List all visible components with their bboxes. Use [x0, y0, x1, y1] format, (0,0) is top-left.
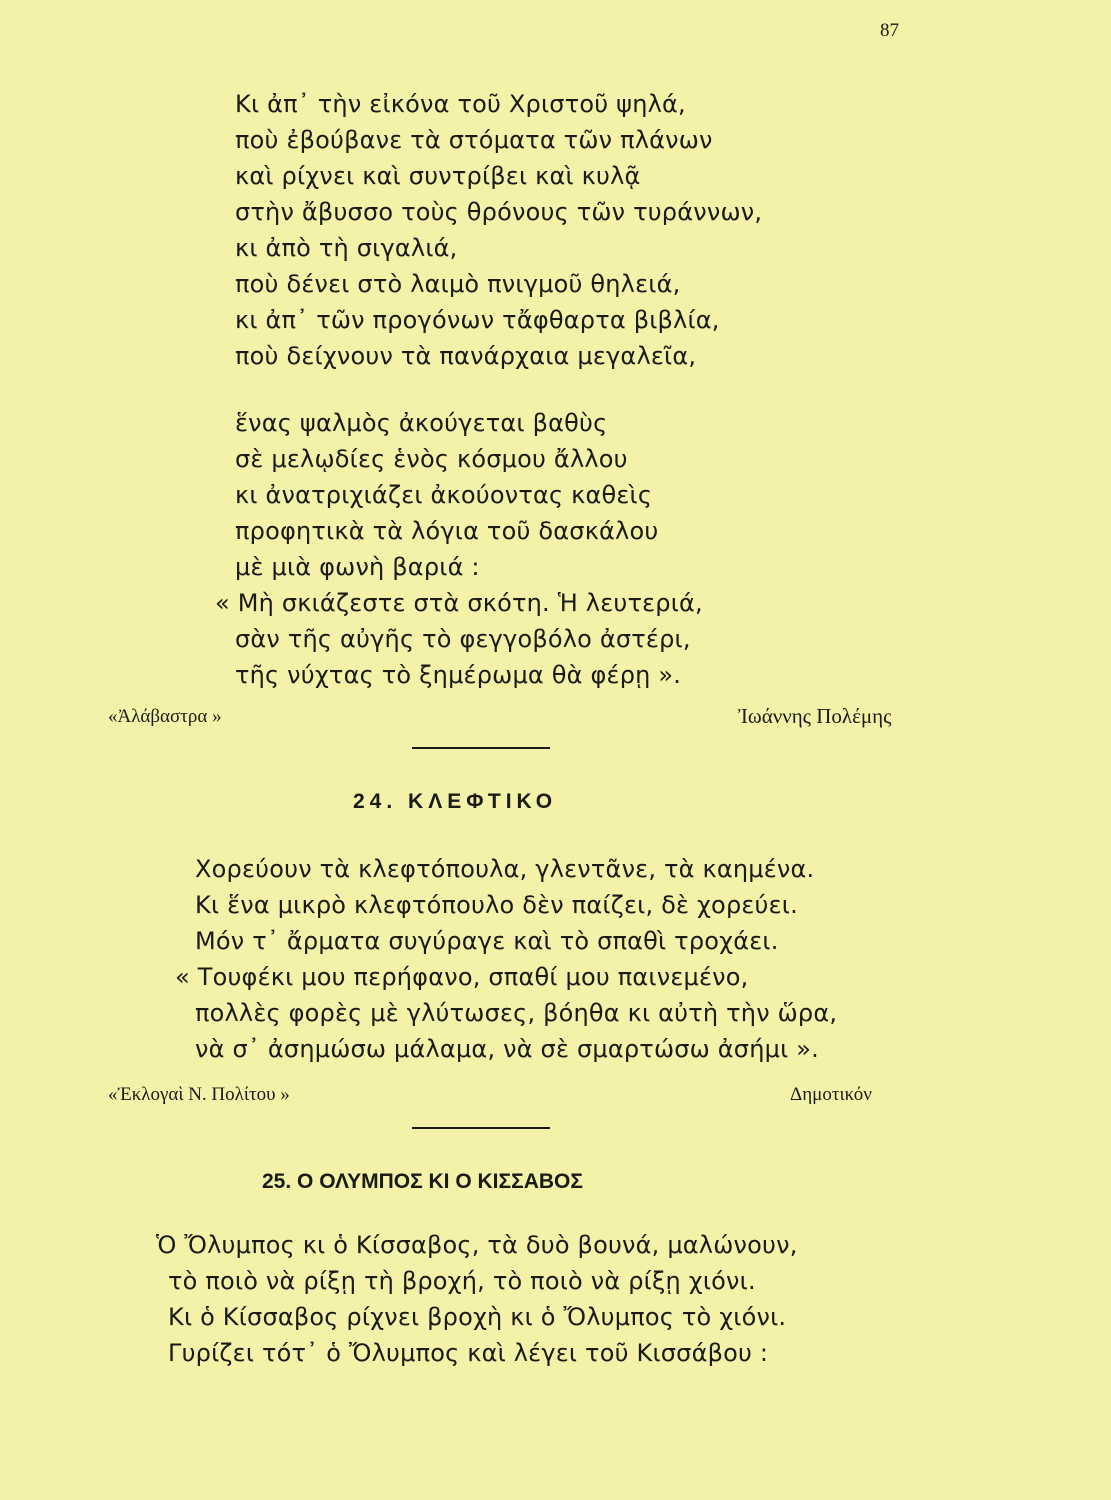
- poem-24-source: «Ἐκλογαὶ Ν. Πολίτου »: [108, 1084, 290, 1105]
- poem-23-stanza-1: [235, 86, 762, 374]
- page-number: 87: [880, 20, 899, 41]
- verse-line: « Μὴ σκιάζεστε στὰ σκότη. Ἡ λευτεριά,: [215, 589, 703, 617]
- section-divider: [412, 747, 550, 749]
- verse-line: Χορεύουν τὰ κλεφτόπουλα, γλεντᾶνε, τὰ καημένα.: [195, 855, 815, 883]
- verse-line: ποὺ δείχνουν τὰ πανάρχαια μεγαλεῖα,: [235, 342, 697, 370]
- poem-23-stanza-2: [215, 405, 703, 693]
- verse-line: Μόν τ᾽ ἄρματα συγύραγε καὶ τὸ σπαθὶ τροχάει.: [195, 927, 779, 955]
- verse-line: σὰν τῆς αὐγῆς τὸ φεγγοβόλο ἀστέρι,: [235, 625, 691, 653]
- verse-line: προφητικὰ τὰ λόγια τοῦ δασκάλου: [235, 517, 659, 545]
- poem-24-title: 24. ΚΛΕΦΤΙΚΟ: [353, 790, 558, 813]
- verse-line: μὲ μιὰ φωνὴ βαριά :: [235, 553, 480, 581]
- poem-24-author: Δημοτικόν: [790, 1084, 872, 1105]
- verse-line: τὸ ποιὸ νὰ ρίξῃ τὴ βροχή, τὸ ποιὸ νὰ ρίξῃ χιόνι.: [168, 1267, 756, 1295]
- verse-line: ποὺ δένει στὸ λαιμὸ πνιγμοῦ θηλειά,: [235, 270, 681, 298]
- poem-23-author: Ἰωάννης Πολέμης: [738, 704, 892, 728]
- poem-23-source: «Ἀλάβαστρα »: [108, 706, 222, 727]
- verse-line: κι ἀπὸ τὴ σιγαλιά,: [235, 234, 458, 262]
- poem-24-body: [175, 851, 838, 1067]
- verse-line: κι ἀνατριχιάζει ἀκούοντας καθεὶς: [235, 481, 653, 509]
- verse-line: ποὺ ἐβούβανε τὰ στόματα τῶν πλάνων: [235, 126, 713, 154]
- verse-line: « Τουφέκι μου περήφανο, σπαθί μου παινεμένο,: [175, 963, 749, 991]
- verse-line: Κι ἀπ᾽ τὴν εἰκόνα τοῦ Χριστοῦ ψηλά,: [235, 90, 686, 118]
- verse-line: νὰ σ᾽ ἀσημώσω μάλαμα, νὰ σὲ σμαρτώσω ἀσήμι ».: [195, 1035, 819, 1063]
- verse-line: Κι ἕνα μικρὸ κλεφτόπουλο δὲν παίζει, δὲ χορεύει.: [195, 891, 798, 919]
- verse-line: Γυρίζει τότ᾽ ὁ Ὄλυμπος καὶ λέγει τοῦ Κισσάβου :: [168, 1339, 769, 1367]
- poem-25-body: [156, 1227, 798, 1371]
- poem-25-title: 25. Ο ΟΛΥΜΠΟΣ ΚΙ Ο ΚΙΣΣΑΒΟΣ: [262, 1170, 583, 1193]
- verse-line: ἕνας ψαλμὸς ἀκούγεται βαθὺς: [235, 409, 608, 437]
- verse-line: κι ἀπ᾽ τῶν προγόνων τἄφθαρτα βιβλία,: [235, 306, 720, 334]
- section-divider: [412, 1127, 550, 1129]
- verse-line: στὴν ἄβυσσο τοὺς θρόνους τῶν τυράννων,: [235, 198, 763, 226]
- verse-line: Ὁ Ὄλυμπος κι ὁ Κίσσαβος, τὰ δυὸ βουνά, μαλώνουν,: [156, 1231, 798, 1259]
- verse-line: σὲ μελῳδίες ἑνὸς κόσμου ἄλλου: [235, 445, 628, 473]
- verse-line: πολλὲς φορὲς μὲ γλύτωσες, βόηθα κι αὐτὴ τὴν ὥρα,: [195, 999, 838, 1027]
- verse-line: τῆς νύχτας τὸ ξημέρωμα θὰ φέρῃ ».: [235, 661, 682, 689]
- verse-line: Κι ὁ Κίσσαβος ρίχνει βροχὴ κι ὁ Ὄλυμπος τὸ χιόνι.: [168, 1303, 787, 1331]
- verse-line: καὶ ρίχνει καὶ συντρίβει καὶ κυλᾷ: [235, 162, 641, 190]
